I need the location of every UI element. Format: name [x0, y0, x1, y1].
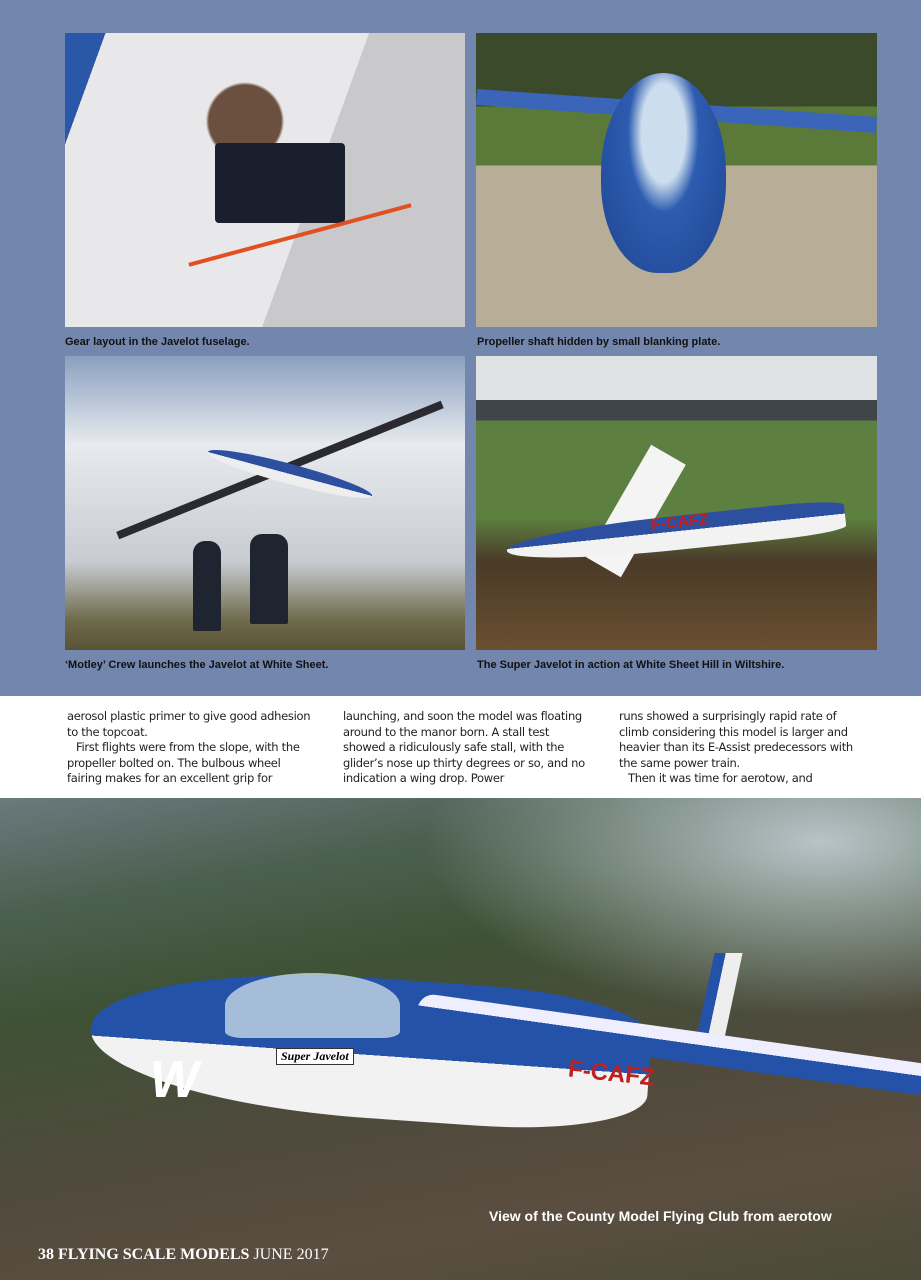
paragraph: launching, and soon the model was floating around to the manor born. A stall test showed a ridiculously safe stall, with the glider’s nose up thirty degrees or so, and no indication a wing drop. Power	[343, 709, 585, 785]
text-column-3	[619, 709, 864, 787]
paragraph: First flights were from the slope, with the propeller bolted on. The bulbous wheel fairing makes for an excellent grip for	[67, 740, 300, 785]
page-footer	[38, 1246, 329, 1264]
text-column-2	[343, 709, 588, 787]
paragraph: Then it was time for aerotow, and	[628, 771, 813, 785]
registration-marking: F-CAFZ	[566, 1055, 656, 1092]
photo-caption: The Super Javelot in action at White Sheet Hill in Wiltshire.	[477, 659, 785, 671]
photo-propeller-shaft	[476, 33, 877, 327]
registration-marking: F-CAFZ	[650, 511, 710, 534]
main-photo-caption: View of the County Model Flying Club from aerotow	[489, 1208, 832, 1224]
name-plate: Super Javelot	[276, 1048, 354, 1065]
page-number: 38	[38, 1246, 54, 1263]
tail-letter-marking: W	[144, 1051, 205, 1109]
text-column-1	[67, 709, 312, 787]
photo-caption: ‘Motley’ Crew launches the Javelot at White Sheet.	[65, 659, 329, 671]
photo-in-action	[476, 356, 877, 650]
photo-caption: Propeller shaft hidden by small blanking plate.	[477, 336, 721, 348]
photo-launch	[65, 356, 465, 650]
paragraph: runs showed a surprisingly rapid rate of climb considering this model is larger and heavier than its E-Assist predecessors with the same power train.	[619, 709, 853, 770]
photo-caption: Gear layout in the Javelot fuselage.	[65, 336, 250, 348]
photo-gear-layout	[65, 33, 465, 327]
issue-date: JUNE 2017	[253, 1246, 329, 1263]
paragraph: aerosol plastic primer to give good adhesion to the topcoat.	[67, 709, 311, 739]
magazine-title: FLYING SCALE MODELS	[58, 1246, 250, 1263]
